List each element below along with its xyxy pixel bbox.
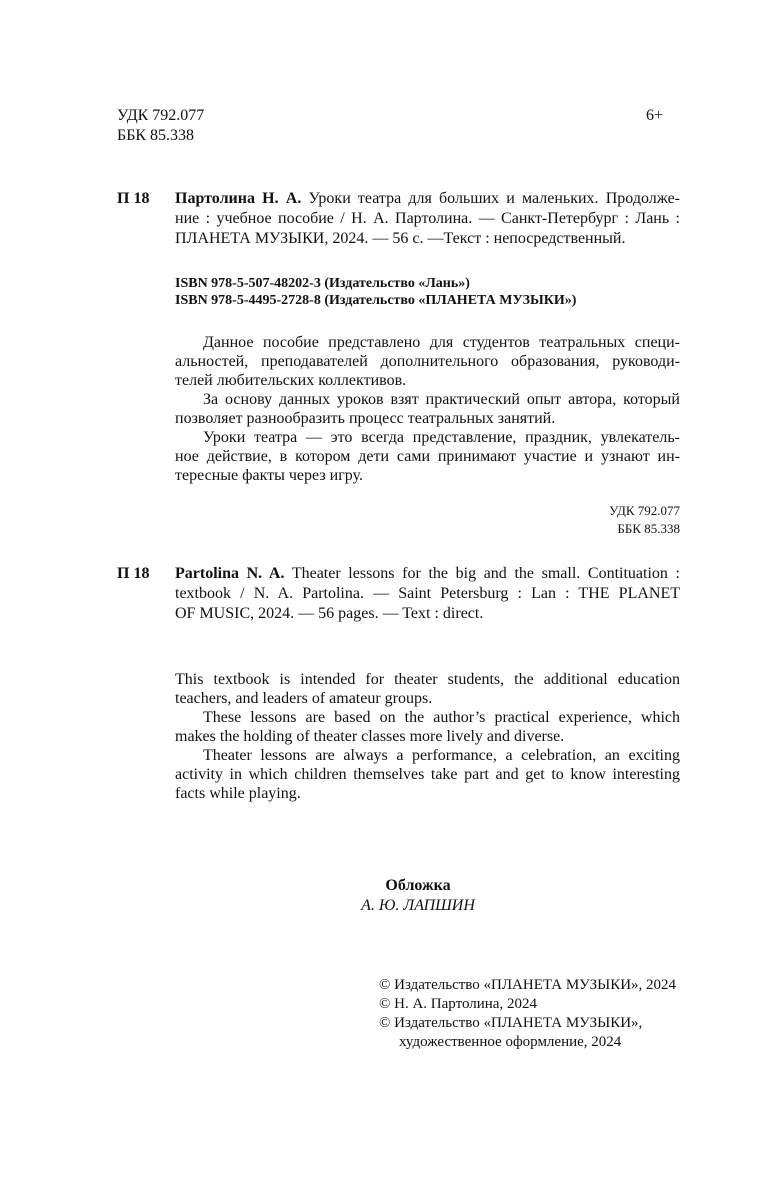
isbn-line: ISBN 978-5-4495-2728-8 (Издательство «ПЛАНЕТА МУЗЫКИ») bbox=[175, 293, 577, 308]
ru-abstract-line: За основу данных уроков взят практический опыт автора, который bbox=[203, 391, 680, 408]
copyright-block bbox=[379, 976, 676, 1052]
isbn-block bbox=[175, 275, 576, 309]
header-bbk: ББК 85.338 bbox=[117, 127, 195, 144]
copyright-line: художественное оформление, 2024 bbox=[399, 1034, 622, 1050]
ru-entry-line3: ПЛАНЕТА МУЗЫКИ, 2024. — 56 с. —Текст : непосредственный. bbox=[175, 230, 626, 247]
en-abstract-line: These lessons are based on the author’s practical experience, which bbox=[203, 709, 680, 726]
en-entry-line3: OF MUSIC, 2024. — 56 pages. — Text : direct. bbox=[175, 605, 484, 622]
en-abstract-line: teachers, and leaders of amateur groups. bbox=[175, 690, 433, 707]
ru-entry-author: Партолина Н. А. bbox=[175, 190, 302, 207]
cover-credit bbox=[318, 876, 518, 916]
cover-title: Обложка bbox=[385, 877, 451, 894]
ru-abstract-line: альностей, преподавателей дополнительного образования, руководи- bbox=[175, 353, 680, 370]
ru-abstract-line: позволяет разнообразить процесс театральных занятий. bbox=[175, 410, 556, 427]
copyright-line: © Издательство «ПЛАНЕТА МУЗЫКИ», bbox=[379, 1015, 643, 1031]
header-udk: УДК 792.077 bbox=[117, 107, 205, 124]
copyright-line: © Н. А. Партолина, 2024 bbox=[379, 996, 537, 1012]
ru-entry-line1: Партолина Н. А. Уроки театра для больших и маленьких. Продолже- bbox=[175, 190, 681, 207]
classification-udk: УДК 792.077 bbox=[609, 503, 680, 518]
en-abstract-line: makes the holding of theater classes more lively and diverse. bbox=[175, 728, 565, 745]
en-entry bbox=[175, 564, 680, 624]
ru-entry-line2: ние : учебное пособие / Н. А. Партолина. — Санкт-Петербург : Лань : bbox=[175, 210, 680, 227]
header-classification bbox=[117, 106, 204, 146]
en-entry-code: П 18 bbox=[117, 565, 150, 582]
isbn-line: ISBN 978-5-507-48202-3 (Издательство «Лань») bbox=[175, 276, 470, 291]
en-abstract-line: facts while playing. bbox=[175, 785, 301, 802]
en-abstract bbox=[175, 670, 680, 803]
ru-entry bbox=[175, 189, 680, 249]
en-abstract-line: This textbook is intended for theater students, the additional education bbox=[175, 671, 680, 688]
ru-abstract-line: Уроки театра — это всегда представление, праздник, увлекатель- bbox=[203, 429, 680, 446]
en-abstract-line: activity in which children themselves take part and get to know interesting bbox=[175, 766, 680, 783]
en-entry-author: Partolina N. A. bbox=[175, 565, 285, 582]
en-entry-line1: Partolina N. A. Theater lessons for the big and the small. Contituation : bbox=[175, 565, 680, 582]
age-rating: 6+ bbox=[646, 107, 664, 124]
classification-block bbox=[480, 502, 680, 538]
ru-abstract-line: тересные факты через игру. bbox=[175, 467, 363, 484]
ru-entry-code: П 18 bbox=[117, 190, 150, 207]
copyright-line: © Издательство «ПЛАНЕТА МУЗЫКИ», 2024 bbox=[379, 977, 677, 993]
cover-artist: А. Ю. ЛАПШИН bbox=[361, 897, 475, 914]
ru-abstract-line: ное действие, в котором дети сами принимают участие и узнают ин- bbox=[175, 448, 680, 465]
en-abstract-line: Theater lessons are always a performance, a celebration, an exciting bbox=[203, 747, 680, 764]
en-entry-line2: textbook / N. A. Partolina. — Saint Petersburg : Lan : THE PLANET bbox=[175, 585, 680, 602]
classification-bbk: ББК 85.338 bbox=[617, 521, 680, 536]
ru-abstract-line: Данное пособие представлено для студентов театральных специ- bbox=[203, 334, 680, 351]
ru-abstract bbox=[175, 333, 680, 485]
ru-abstract-line: телей любительских коллективов. bbox=[175, 372, 407, 389]
